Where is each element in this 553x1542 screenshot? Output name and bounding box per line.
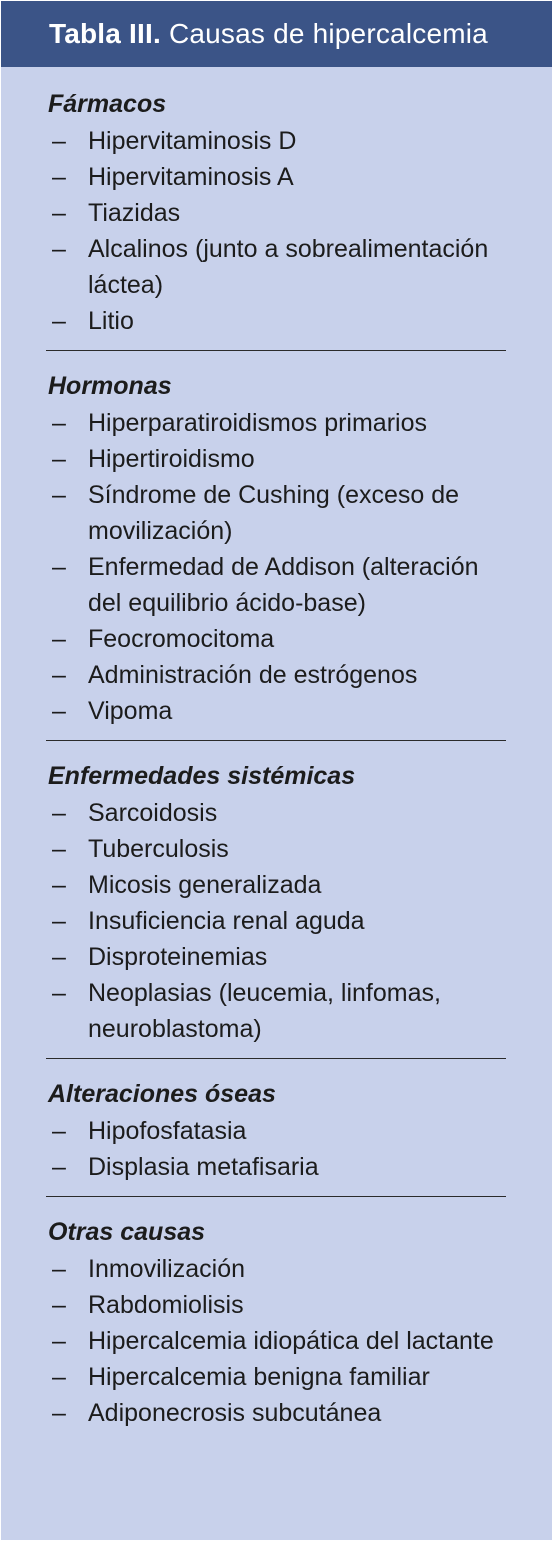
list-item bbox=[46, 693, 506, 729]
list-item-text: Adiponecrosis subcutánea bbox=[88, 1399, 382, 1427]
dash-bullet: – bbox=[52, 979, 66, 1007]
list-item bbox=[46, 549, 506, 621]
list-item-text: Insuficiencia renal aguda bbox=[88, 907, 365, 935]
section bbox=[46, 350, 506, 729]
section-list bbox=[46, 795, 506, 1047]
list-item-text: Hipofosfatasia bbox=[88, 1117, 247, 1145]
section-heading: Otras causas bbox=[48, 1218, 206, 1246]
list-item-text: Hipercalcemia idiopática del lactante bbox=[88, 1327, 494, 1355]
list-item-text: Disproteinemias bbox=[88, 943, 268, 971]
dash-bullet: – bbox=[52, 1399, 66, 1427]
list-item-text: Feocromocitoma bbox=[88, 625, 275, 653]
table-body bbox=[1, 67, 552, 1431]
list-item bbox=[46, 657, 506, 693]
section-heading: Fármacos bbox=[48, 90, 167, 118]
list-item-text: Inmovilización bbox=[88, 1255, 246, 1283]
list-item bbox=[46, 1113, 506, 1149]
list-item bbox=[46, 1395, 506, 1431]
list-item bbox=[46, 1287, 506, 1323]
section-heading: Alteraciones óseas bbox=[48, 1080, 276, 1108]
list-item bbox=[46, 441, 506, 477]
list-item bbox=[46, 1149, 506, 1185]
dash-bullet: – bbox=[52, 697, 66, 725]
dash-bullet: – bbox=[52, 943, 66, 971]
list-item-text: Displasia metafisaria bbox=[88, 1153, 319, 1181]
dash-bullet: – bbox=[52, 553, 66, 581]
dash-bullet: – bbox=[52, 127, 66, 155]
list-item-text: Micosis generalizada bbox=[88, 871, 322, 899]
list-item-text: Enfermedad de Addison (alteración del equilibrio ácido-base) bbox=[88, 553, 479, 617]
dash-bullet: – bbox=[52, 1291, 66, 1319]
section bbox=[46, 740, 506, 1047]
list-item bbox=[46, 867, 506, 903]
dash-bullet: – bbox=[52, 199, 66, 227]
list-item-text: Sarcoidosis bbox=[88, 799, 218, 827]
table-title: Causas de hipercalcemia bbox=[168, 18, 488, 49]
dash-bullet: – bbox=[52, 1327, 66, 1355]
section-heading: Enfermedades sistémicas bbox=[48, 762, 356, 790]
list-item bbox=[46, 123, 506, 159]
list-item-text: Tiazidas bbox=[88, 199, 181, 227]
list-item-text: Hipervitaminosis D bbox=[88, 127, 297, 155]
list-item bbox=[46, 621, 506, 657]
list-item-text: Tuberculosis bbox=[88, 835, 229, 863]
list-item-text: Alcalinos (junto a sobrealimentación láctea) bbox=[88, 235, 489, 299]
list-item-text: Hipervitaminosis A bbox=[88, 163, 294, 191]
list-item bbox=[46, 405, 506, 441]
list-item bbox=[46, 1251, 506, 1287]
list-item bbox=[46, 1323, 506, 1359]
section-list bbox=[46, 1113, 506, 1185]
list-item bbox=[46, 477, 506, 549]
list-item bbox=[46, 939, 506, 975]
dash-bullet: – bbox=[52, 163, 66, 191]
dash-bullet: – bbox=[52, 1255, 66, 1283]
list-item-text: Administración de estrógenos bbox=[88, 661, 418, 689]
dash-bullet: – bbox=[52, 307, 66, 335]
dash-bullet: – bbox=[52, 871, 66, 899]
list-item-text: Hipercalcemia benigna familiar bbox=[88, 1363, 430, 1391]
table-card bbox=[1, 1, 552, 1540]
dash-bullet: – bbox=[52, 1117, 66, 1145]
table-label: Tabla III. bbox=[49, 18, 161, 49]
list-item-text: Hiperparatiroidismos primarios bbox=[88, 409, 427, 437]
dash-bullet: – bbox=[52, 481, 66, 509]
dash-bullet: – bbox=[52, 799, 66, 827]
section-list bbox=[46, 123, 506, 339]
dash-bullet: – bbox=[52, 445, 66, 473]
section-list bbox=[46, 1251, 506, 1431]
section bbox=[46, 1058, 506, 1185]
section-list bbox=[46, 405, 506, 729]
list-item-text: Litio bbox=[88, 307, 134, 335]
list-item bbox=[46, 975, 506, 1047]
list-item bbox=[46, 831, 506, 867]
table-header bbox=[1, 1, 552, 67]
list-item bbox=[46, 159, 506, 195]
dash-bullet: – bbox=[52, 1153, 66, 1181]
section-heading: Hormonas bbox=[48, 372, 172, 400]
dash-bullet: – bbox=[52, 1363, 66, 1391]
section bbox=[46, 87, 506, 339]
dash-bullet: – bbox=[52, 409, 66, 437]
list-item bbox=[46, 795, 506, 831]
list-item-text: Rabdomiolisis bbox=[88, 1291, 244, 1319]
dash-bullet: – bbox=[52, 661, 66, 689]
list-item bbox=[46, 303, 506, 339]
list-item bbox=[46, 1359, 506, 1395]
dash-bullet: – bbox=[52, 907, 66, 935]
list-item bbox=[46, 195, 506, 231]
section bbox=[46, 1196, 506, 1431]
list-item-text: Síndrome de Cushing (exceso de movilización) bbox=[88, 481, 460, 545]
list-item bbox=[46, 231, 506, 303]
dash-bullet: – bbox=[52, 625, 66, 653]
list-item-text: Hipertiroidismo bbox=[88, 445, 255, 473]
list-item-text: Vipoma bbox=[88, 697, 173, 725]
dash-bullet: – bbox=[52, 835, 66, 863]
list-item-text: Neoplasias (leucemia, linfomas, neuroblastoma) bbox=[88, 979, 441, 1043]
dash-bullet: – bbox=[52, 235, 66, 263]
list-item bbox=[46, 903, 506, 939]
